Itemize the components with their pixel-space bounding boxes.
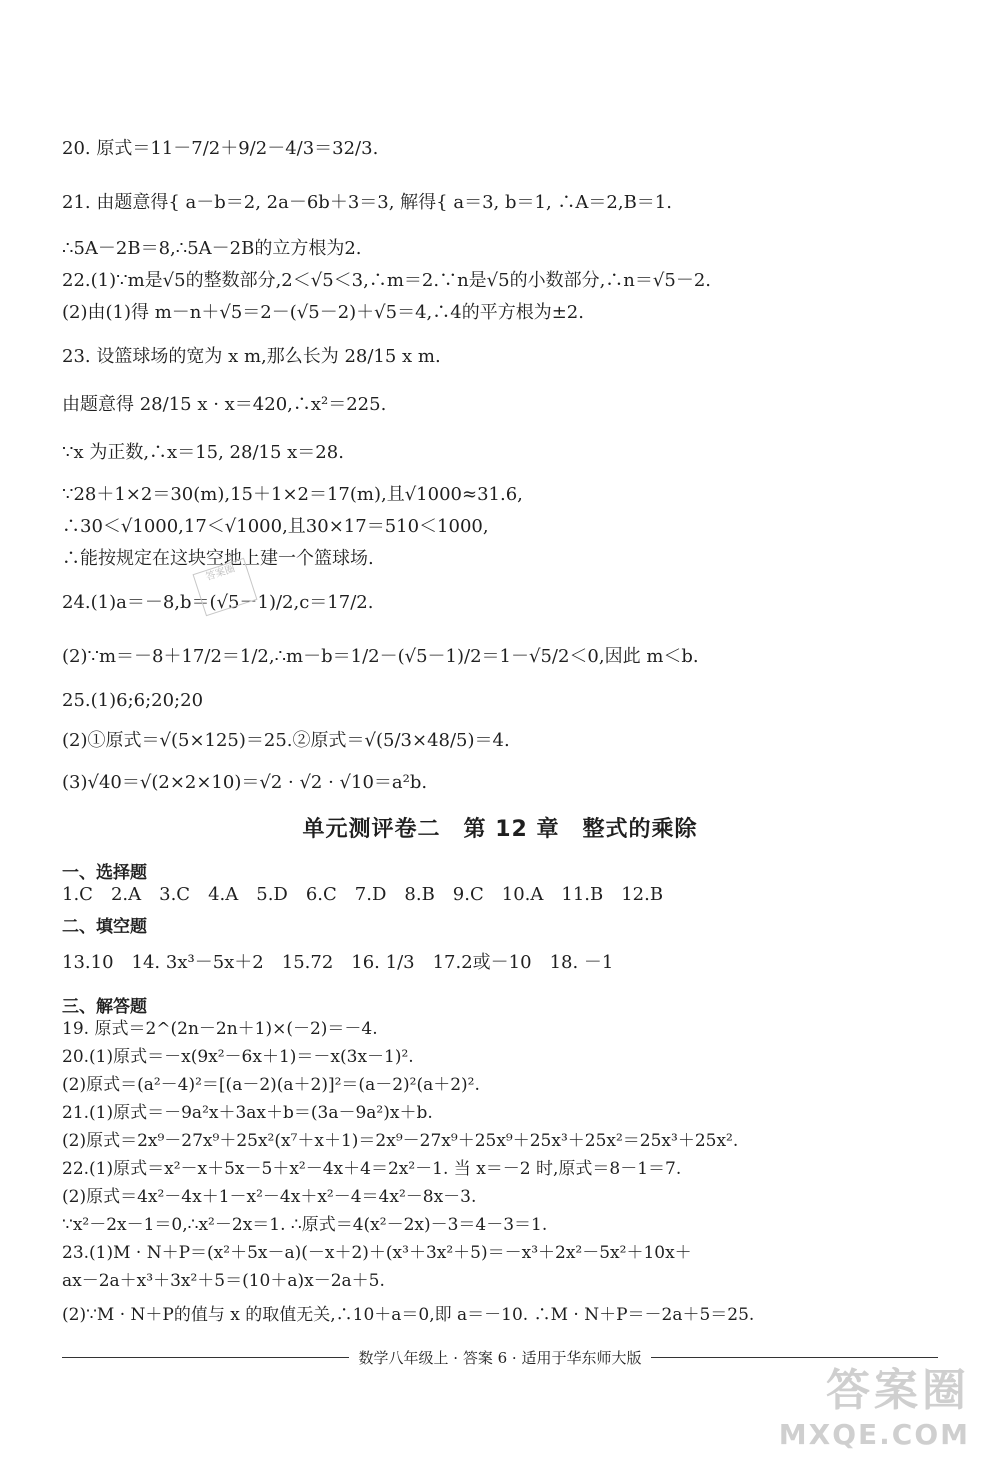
site-watermark	[779, 1354, 970, 1451]
solve-line-20-2: (2)原式＝(a²－4)²＝[(a－2)(a＋2)]²＝(a－2)²(a＋2)².	[62, 1075, 480, 1095]
solve-line-22-1: 22.(1)原式＝x²－x＋5x－5＋x²－4x＋4＝2x²－1. 当 x＝－2 时,原式＝8－1＝7.	[62, 1159, 682, 1179]
watermark-logo-text: 答案圈	[826, 1365, 970, 1416]
answer-line-24-1: 24.(1)a＝－8,b＝(√5－1)/2,c＝17/2.	[62, 592, 374, 613]
answer-line-25-1: 25.(1)6;6;20;20	[62, 690, 204, 711]
answer-line-23f: ∴能按规定在这块空地上建一个篮球场.	[62, 548, 374, 569]
answer-line-22-1: 22.(1)∵m是√5的整数部分,2＜√5＜3,∴m＝2.∵n是√5的小数部分,∴n＝√5－2.	[62, 270, 711, 291]
watermark-url: MXQE.COM	[778, 1418, 970, 1451]
solve-line-22-3: ∵x²－2x－1＝0,∴x²－2x＝1. ∴原式＝4(x²－2x)－3＝4－3＝1.	[62, 1215, 548, 1235]
unit-title: 单元测评卷二 第 12 章 整式的乘除	[302, 817, 698, 842]
answer-line-23: 23. 设篮球场的宽为 x m,那么长为 28/15 x m.	[62, 346, 441, 367]
section-title-solve: 三、解答题	[62, 997, 147, 1017]
answer-line-22-2: (2)由(1)得 m－n＋√5＝2－(√5－2)＋√5＝4,∴4的平方根为±2.	[62, 302, 584, 323]
solve-line-19: 19. 原式＝2^(2n－2n＋1)×(－2)＝－4.	[62, 1019, 378, 1039]
solve-line-22-2: (2)原式＝4x²－4x＋1－x²－4x＋x²－4＝4x²－8x－3.	[62, 1187, 477, 1207]
choice-answers: 1.C 2.A 3.C 4.A 5.D 6.C 7.D 8.B 9.C 10.A 11.B 12.B	[62, 884, 664, 905]
section-title-choice: 一、选择题	[62, 863, 147, 883]
fill-answers: 13.10 14. 3x³－5x＋2 15.72 16. 1/3 17.2或－10 18. －1	[62, 952, 614, 973]
answer-line-23e: ∴30＜√1000,17＜√1000,且30×17＝510＜1000,	[62, 516, 489, 537]
answer-line-24-2: (2)∵m＝－8＋17/2＝1/2,∴m－b＝1/2－(√5－1)/2＝1－√5/2＜0,因此 m＜b.	[62, 646, 699, 667]
answer-line-25-2: (2)①原式＝√(5×125)＝25.②原式＝√(5/3×48/5)＝4.	[62, 730, 510, 751]
solve-line-21-1: 21.(1)原式＝－9a²x＋3ax＋b＝(3a－9a²)x＋b.	[62, 1103, 433, 1123]
solve-line-23-1a: 23.(1)M · N＋P＝(x²＋5x－a)(－x＋2)＋(x³＋3x²＋5)＝－x³＋2x²－5x²＋10x＋	[62, 1243, 692, 1263]
answer-line-25-3: (3)√40＝√(2×2×10)＝√2 · √2 · √10＝a²b.	[62, 772, 428, 793]
answer-line-20: 20. 原式＝11－7/2＋9/2－4/3＝32/3.	[62, 138, 379, 159]
solve-line-20-1: 20.(1)原式＝－x(9x²－6x＋1)＝－x(3x－1)².	[62, 1047, 414, 1067]
answer-line-23c: ∵x 为正数,∴x＝15, 28/15 x＝28.	[62, 442, 344, 463]
answer-line-23d: ∵28＋1×2＝30(m),15＋1×2＝17(m),且√1000≈31.6,	[62, 484, 523, 505]
footer-label: 数学八年级上 · 答案 6 · 适用于华东师大版	[349, 1349, 652, 1367]
answer-line-21b: ∴5A－2B＝8,∴5A－2B的立方根为2.	[62, 238, 362, 259]
answer-line-21: 21. 由题意得{ a－b＝2, 2a－6b＋3＝3, 解得{ a＝3, b＝1, ∴A＝2,B＝1.	[62, 192, 672, 213]
section-title-fill: 二、填空题	[62, 917, 147, 937]
solve-line-23-2: (2)∵M · N＋P的值与 x 的取值无关,∴10＋a＝0,即 a＝－10. ∴M · N＋P＝－2a＋5＝25.	[62, 1305, 755, 1325]
solve-line-21-2: (2)原式＝2x⁹－27x⁹＋25x²(x⁷＋x＋1)＝2x⁹－27x⁹＋25x⁹＋25x³＋25x²＝25x³＋25x².	[62, 1131, 739, 1151]
faded-stamp: 答案圈	[193, 558, 258, 617]
solve-line-23-1b: ax－2a＋x³＋3x²＋5＝(10＋a)x－2a＋5.	[62, 1271, 385, 1291]
answer-line-23b: 由题意得 28/15 x · x＝420,∴x²＝225.	[62, 394, 387, 415]
